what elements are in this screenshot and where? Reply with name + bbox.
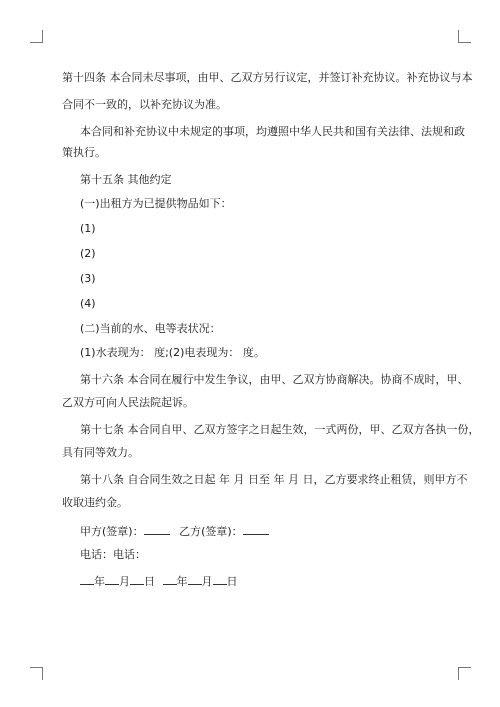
crop-mark-top-right bbox=[458, 30, 471, 43]
article-18-line-1: 第十八条 自合同生效之日起 年 月 日至 年 月 日，乙方要求终止租赁，则甲方不 bbox=[80, 473, 468, 486]
article-15-heading: 第十五条 其他约定 bbox=[80, 173, 172, 186]
date-day-2: 日 bbox=[226, 575, 238, 588]
crop-mark-bottom-left bbox=[30, 667, 43, 680]
article-14-line-2: 合同不一致的，以补充协议为准。 bbox=[62, 98, 227, 111]
date-month-2: 月 bbox=[201, 575, 213, 588]
article-17-line-2: 具有同等效力。 bbox=[62, 446, 139, 459]
provided-item-3: (3) bbox=[80, 272, 96, 285]
date-day-1: 日 bbox=[144, 575, 155, 588]
signature-line bbox=[80, 523, 269, 539]
party-a-signature-label: 甲方(签章)： bbox=[80, 525, 144, 538]
article-18-line-2: 收取违约金。 bbox=[62, 496, 128, 509]
article-17-line-1: 第十七条 本合同自甲、乙双方签字之日起生效，一式两份，甲、乙双方各执一份， bbox=[80, 423, 480, 436]
date-year-1: 年 bbox=[94, 575, 105, 588]
party-b-signature-blank bbox=[243, 523, 269, 535]
article-14-line-1: 第十四条 本合同未尽事项，由甲、乙双方另行议定，并签订补充协议。补充协议与本 bbox=[62, 71, 473, 84]
provided-item-2: (2) bbox=[80, 247, 96, 260]
date-year-2: 年 bbox=[176, 575, 188, 588]
phone-line: 电话：电话： bbox=[80, 548, 146, 561]
supplement-line-2: 策执行。 bbox=[62, 146, 106, 159]
party-b-signature-label: 乙方(签章)： bbox=[179, 525, 243, 538]
meter-status-heading: (二)当前的水、电等表状况： bbox=[80, 322, 221, 335]
party-a-signature-blank bbox=[144, 523, 170, 535]
supplement-line-1: 本合同和补充协议中未规定的事项，均遵照中华人民共和国有关法律、法规和政 bbox=[80, 125, 465, 138]
date-month-1: 月 bbox=[119, 575, 130, 588]
crop-mark-top-left bbox=[30, 30, 43, 43]
date-line bbox=[80, 573, 238, 589]
article-16-line-2: 乙双方可向人民法院起诉。 bbox=[62, 396, 194, 409]
meter-readings: (1)水表现为： 度;(2)电表现为： 度。 bbox=[80, 346, 265, 359]
provided-items-heading: (一)出租方为已提供物品如下： bbox=[80, 197, 232, 210]
provided-item-1: (1) bbox=[80, 222, 96, 235]
provided-item-4: (4) bbox=[80, 297, 96, 310]
article-16-line-1: 第十六条 本合同在履行中发生争议，由甲、乙双方协商解决。协商不成时，甲、 bbox=[80, 373, 469, 386]
crop-mark-bottom-right bbox=[458, 667, 471, 680]
